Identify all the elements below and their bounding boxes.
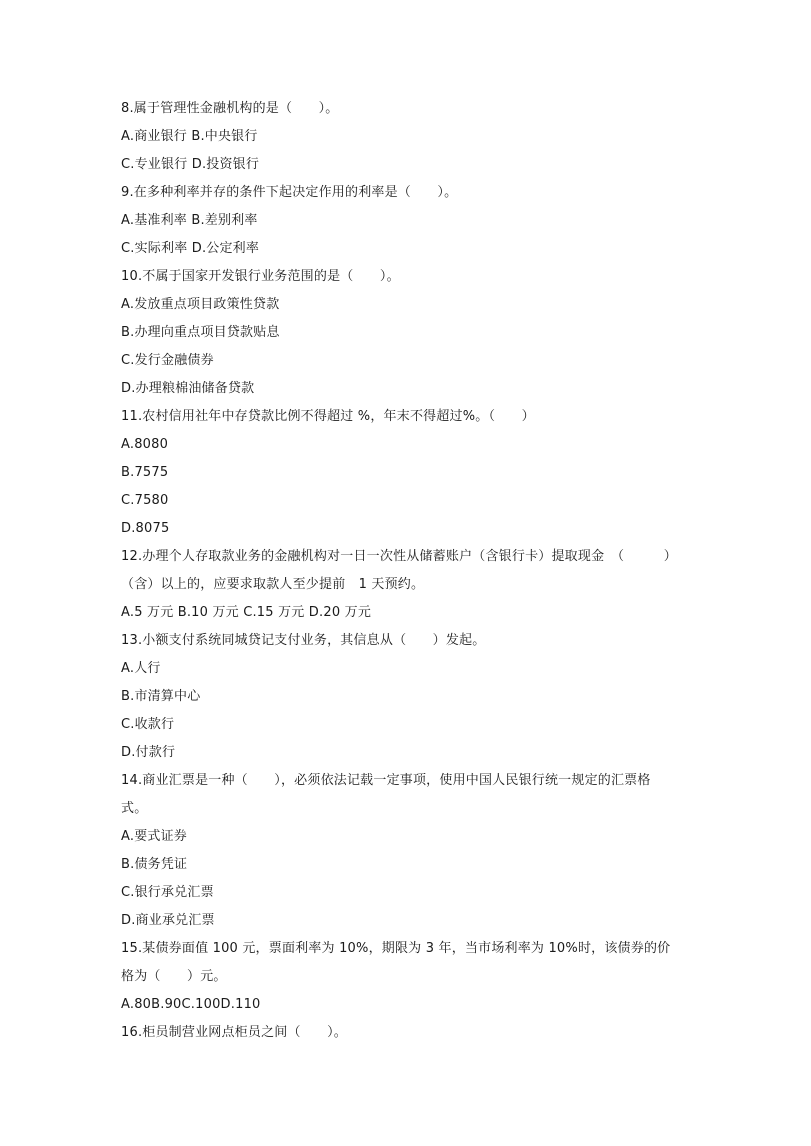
question-12-stem-line-2: （含）以上的，应要求取款人至少提前 1 天预约。 (121, 577, 425, 592)
question-12-options-line-1: A.5 万元 B.10 万元 C.15 万元 D.20 万元 (121, 605, 372, 620)
question-13-option-c: C.收款行 (121, 717, 175, 732)
question-14-option-c: C.银行承兑汇票 (121, 885, 214, 900)
question-8-options-line-1: A.商业银行 B.中央银行 (121, 129, 258, 144)
question-11-option-c: C.7580 (121, 493, 169, 508)
question-14-option-d: D.商业承兑汇票 (121, 913, 215, 928)
question-9-options-line-1: A.基准利率 B.差别利率 (121, 213, 258, 228)
question-14-stem-line-2: 式。 (121, 801, 148, 816)
question-13-stem: 13.小额支付系统同城贷记支付业务，其信息从（ ）发起。 (121, 633, 486, 648)
question-10-option-c: C.发行金融债券 (121, 353, 214, 368)
question-15-stem-line-1: 15.某债券面值 100 元，票面利率为 10%，期限为 3 年，当市场利率为 10%时，该债券的价 (121, 941, 671, 956)
question-13-option-b: B.市清算中心 (121, 689, 201, 704)
question-9-options-line-2: C.实际利率 D.公定利率 (121, 241, 260, 256)
question-12-stem-line-1: 12.办理个人存取款业务的金融机构对一日一次性从储蓄账户（含银行卡）提取现金 （ ） (121, 549, 677, 564)
question-14-option-b: B.债务凭证 (121, 857, 188, 872)
question-10-option-a: A.发放重点项目政策性贷款 (121, 297, 280, 312)
question-11-option-b: B.7575 (121, 465, 169, 480)
question-11-option-d: D.8075 (121, 521, 170, 536)
question-10-stem: 10.不属于国家开发银行业务范围的是（ ）。 (121, 269, 400, 284)
question-8-options-line-2: C.专业银行 D.投资银行 (121, 157, 260, 172)
question-8-stem: 8.属于管理性金融机构的是（ ）。 (121, 101, 339, 116)
question-10-option-b: B.办理向重点项目贷款贴息 (121, 325, 280, 340)
question-14-stem-line-1: 14.商业汇票是一种（ ），必须依法记载一定事项，使用中国人民银行统一规定的汇票格 (121, 773, 651, 788)
question-11-stem: 11.农村信用社年中存贷款比例不得超过 %，年末不得超过%。（ ） (121, 409, 535, 424)
question-13-option-d: D.付款行 (121, 745, 176, 760)
question-15-stem-line-2: 格为（ ）元。 (121, 969, 227, 984)
question-15-options-line-1: A.80B.90C.100D.110 (121, 997, 261, 1012)
question-13-option-a: A.人行 (121, 661, 161, 676)
question-14-option-a: A.要式证券 (121, 829, 187, 844)
question-9-stem: 9.在多种利率并存的条件下起决定作用的利率是（ ）。 (121, 185, 458, 200)
question-11-option-a: A.8080 (121, 437, 169, 452)
document-page (121, 95, 691, 1047)
question-16-stem: 16.柜员制营业网点柜员之间（ ）。 (121, 1025, 347, 1040)
question-10-option-d: D.办理粮棉油储备贷款 (121, 381, 255, 396)
